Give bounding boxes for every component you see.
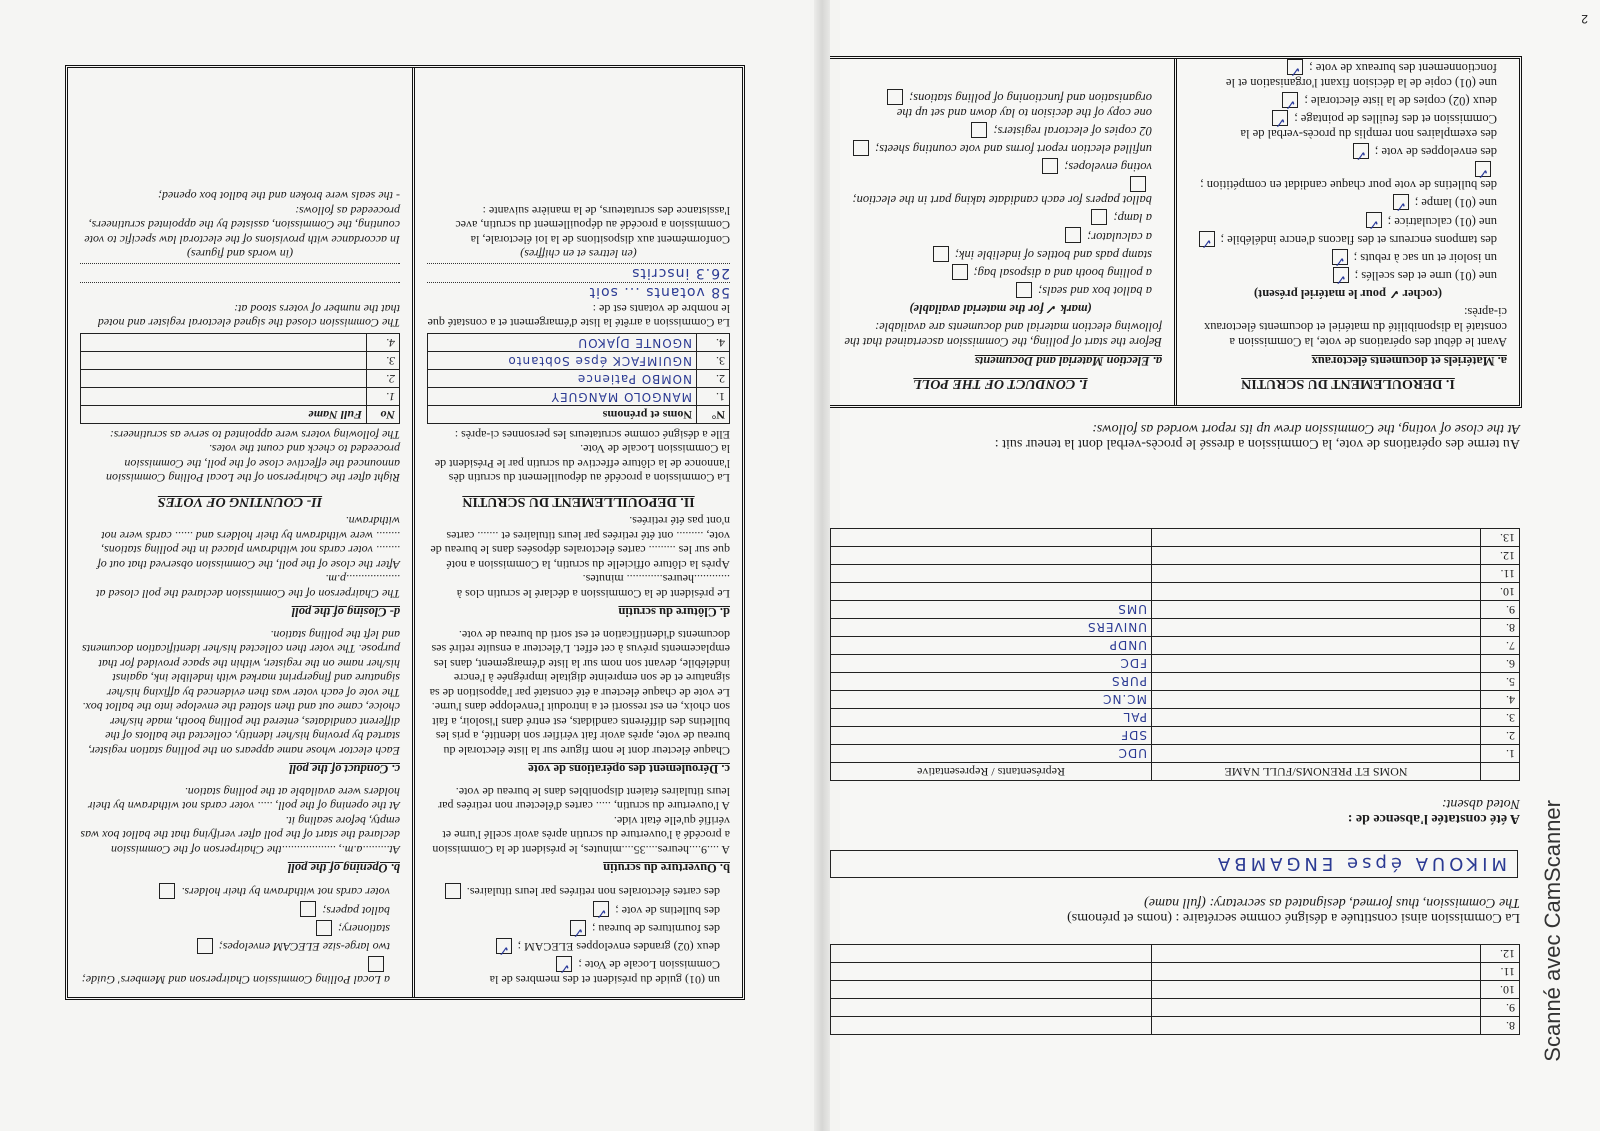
item-label: a lamp;: [1113, 211, 1152, 226]
checkbox-checked[interactable]: [570, 920, 586, 936]
row-representative[interactable]: FDC: [831, 655, 1152, 673]
en-closing-text: The Chairperson of the Commission declared the poll closed at ..................p.m.: [96, 572, 400, 601]
table-row: [831, 547, 1520, 565]
row-no: 6.: [1481, 655, 1520, 673]
row-no: 2.: [697, 370, 730, 388]
section-i-fr-intro: Avant le début des opérations de vote, la Commission a constaté la disponibilité du matériel et documents électoraux ci-après:: [1203, 305, 1507, 349]
item-label: voter cards not withdrawn by their holders.: [181, 885, 390, 900]
item-label: une (01) calculatrice ;: [1387, 214, 1497, 229]
header-no: N°: [697, 406, 730, 424]
table-row: [831, 637, 1520, 655]
table-row: [831, 673, 1520, 691]
checkbox[interactable]: [933, 246, 949, 262]
page-right: [840, 0, 1600, 1131]
row-no: 8.: [1481, 619, 1520, 637]
fr-voters-hint: (en lettres et en chiffres): [520, 247, 637, 262]
row-no: 1.: [697, 388, 730, 406]
item-label: two large-size ELECAM envelopes;: [218, 940, 390, 955]
fr-item: [427, 938, 720, 954]
item-label: a calculator;: [1087, 229, 1152, 244]
fr-item: [427, 956, 720, 987]
fr-material-item: [1189, 194, 1497, 210]
fr-opening-title: b. Ouverture du scrutin: [603, 861, 730, 876]
fr-final-text: Conformément aux dispositions de la loi électorale, la Commission a procédé au dépouillement du scrutin, avec l'assistance des scrutateurs, de la manière suivante :: [455, 203, 730, 247]
item-label: des tampons encreurs et des flacons d'encre indélébile ;: [1220, 232, 1497, 247]
section-i-fr: [1174, 59, 1519, 405]
item-label: stamp pads and bottles of indelible ink;: [954, 247, 1152, 262]
item-label: ballot papers for each candidate taking part in the election;: [852, 193, 1152, 208]
row-no: 5.: [1481, 673, 1520, 691]
row-representative[interactable]: UNDP: [831, 637, 1152, 655]
fr-voters-line2[interactable]: 26.3 inscrits: [427, 263, 730, 280]
table-row: [831, 745, 1520, 763]
row-name[interactable]: [1152, 619, 1481, 637]
row-name[interactable]: [81, 388, 367, 406]
en-material-item: [839, 140, 1152, 156]
section-ii-box: [65, 65, 745, 1000]
row-rep[interactable]: [831, 999, 1152, 1017]
row-representative[interactable]: PURS: [831, 673, 1152, 691]
checkbox[interactable]: [159, 883, 175, 899]
row-name[interactable]: [1152, 745, 1481, 763]
fr-material-item: [1189, 231, 1497, 247]
checkbox-checked[interactable]: [1332, 249, 1348, 265]
item-label: a ballot box and seals;: [1038, 284, 1152, 298]
row-representative[interactable]: UNIVERS: [831, 619, 1152, 637]
fr-scrutineers-table: [427, 333, 730, 424]
row-no: 4.: [367, 334, 400, 352]
checkbox-checked[interactable]: [593, 902, 609, 918]
item-label: ballot papers;: [322, 903, 390, 918]
item-label: a polling booth and a disposal bag;: [973, 265, 1152, 280]
row-name[interactable]: [1152, 727, 1481, 745]
section-i-en-title: I. CONDUCT OF THE POLL: [913, 376, 1088, 391]
item-label: une (01) lampe ;: [1414, 196, 1497, 211]
row-no: 13.: [1481, 529, 1520, 547]
fr-opening-text2: A l'ouverture du scrutin, ..... cartes d'électeur non retirées par leurs titulaires étaient disponibles dans le bureau de vote.: [438, 784, 730, 814]
french-column: [412, 68, 742, 997]
checkbox-checked[interactable]: [1393, 194, 1409, 210]
en-material-item: [839, 209, 1152, 225]
table-row: [81, 334, 400, 352]
row-no: 3.: [367, 352, 400, 370]
secretary-label-en: The Commission, thus formed, designated as secretary: (full name): [1144, 895, 1520, 910]
table-row: [428, 388, 730, 406]
row-name[interactable]: [1152, 981, 1481, 999]
table-row: [831, 1017, 1520, 1035]
item-label: one copy of the decision to lay down and set up the organisation and functioning of polling stations;: [896, 90, 1152, 120]
item-label: unfilled election report forms and vote counting sheets;: [875, 142, 1152, 157]
checkbox[interactable]: [952, 264, 968, 280]
checkbox[interactable]: [971, 122, 987, 138]
en-voters-text: The Commission closed the signed electoral register and noted that the number of voters stood at:: [97, 301, 400, 331]
fr-closing-text2: Après la clôture officielle du scrutin, la Commission a noté que sur les ......... cartes électorales déposées dans le bureau de vote, ......... ont été retirées par leurs titulaires et ....... cartes n'ont pas été retirées.: [430, 514, 730, 572]
row-name[interactable]: [1152, 547, 1481, 565]
camscanner-watermark: Scanné avec CamScanner: [1540, 800, 1565, 1062]
en-material-item: [839, 158, 1152, 174]
representatives-table: [830, 528, 1520, 781]
row-no: 1.: [1481, 745, 1520, 763]
en-final-text: In accordance with provisions of the electoral law specific to vote counting, the Commission, assisted by the appointed scrutineers, proceeded as follows:: [84, 203, 400, 247]
en-scrutineers-table: [80, 333, 400, 424]
section-i-en-instruction: (mark ✓ for the material available): [909, 302, 1092, 316]
row-no: 7.: [1481, 637, 1520, 655]
en-opening-text2: At the opening of the poll, ..... voter cards not withdrawn by their holders were available at the polling station.: [87, 784, 400, 814]
item-label: des cartes électorales non retirées par leurs titulaires.: [466, 885, 720, 900]
secretary-field[interactable]: [830, 850, 1518, 878]
en-counting-text2: The following voters were appointed to serve as scrutineers:: [109, 427, 400, 442]
fr-counting-text2: Elle a désigné comme scrutateurs les personnes ci-après :: [454, 427, 730, 442]
row-rep[interactable]: [831, 981, 1152, 999]
row-name[interactable]: NGONTE DJAKOU: [428, 334, 697, 352]
row-no: 9.: [1481, 999, 1520, 1017]
item-label: voting envelopes;: [1064, 160, 1152, 175]
en-counting-title: II- COUNTING OF VOTES: [157, 493, 323, 509]
table-row: [428, 370, 730, 388]
table-row: [831, 619, 1520, 637]
table-row: [831, 601, 1520, 619]
row-no: 11.: [1481, 565, 1520, 583]
table-row: [831, 655, 1520, 673]
item-label: des fournitures de bureau ;: [592, 922, 720, 936]
en-material-item: [839, 176, 1152, 207]
en-item: [80, 902, 390, 918]
checkbox-checked[interactable]: [1333, 267, 1349, 283]
row-name[interactable]: [1152, 529, 1481, 547]
row-name[interactable]: [1152, 565, 1481, 583]
section-i-box: [824, 56, 1522, 408]
row-representative[interactable]: [831, 565, 1152, 583]
table-row: [831, 709, 1520, 727]
members-grid: [830, 944, 1520, 1035]
en-material-item: [839, 264, 1152, 280]
checkbox-checked[interactable]: [1366, 213, 1382, 229]
en-opening-text: At.........a.m., ..................the Chairperson of the Commission declared the start of the poll after verifying that the ballot box was empty, before sealing it.: [80, 813, 400, 857]
row-name[interactable]: [81, 334, 367, 352]
checkbox[interactable]: [445, 883, 461, 899]
checkbox[interactable]: [197, 938, 213, 954]
fr-material-item: [1189, 161, 1497, 192]
item-label: des enveloppes de vote ;: [1374, 145, 1497, 160]
en-voters-line2[interactable]: [80, 263, 400, 280]
fr-closing-text: Le président de la Commission a déclaré le scrutin clos à ............heures............ minutes.: [456, 572, 730, 601]
section-i-en: [827, 59, 1174, 405]
en-item: [80, 920, 390, 936]
checkbox[interactable]: [1091, 209, 1107, 225]
row-no: 11.: [1481, 963, 1520, 981]
row-name[interactable]: [1152, 1017, 1481, 1035]
en-material-item: [839, 122, 1152, 138]
table-header: [831, 763, 1520, 781]
row-rep[interactable]: [831, 1017, 1152, 1035]
fr-counting-title: II. DEPOUILLEMENT DU SCRUTIN: [462, 493, 695, 509]
members-table: [830, 944, 1520, 1035]
en-material-item: [839, 246, 1152, 262]
table-header: [428, 406, 730, 424]
fr-conduct-text: Chaque électeur dont le nom figure sur la liste électorale du bureau de vote, après avoir fait vérifier son identité, a pris les bulletins des différents candidats, est entré dans l'isoloir, a fait son choix, en est ressorti et a introduit l'enveloppe dans l'urne.: [431, 700, 730, 758]
absence-fr: A été constatée l'absence de :: [1347, 811, 1520, 826]
item-label: deux (02) copies de la liste électorale ;: [1304, 94, 1497, 108]
fr-counting-text: La Commission a procédé au dépouillement du scrutin dès l'annonce de la clôture effective du scrutin par le Président de la Commission Locale de Vote.: [434, 442, 730, 486]
checkbox-checked[interactable]: [496, 938, 512, 954]
fr-material-item: [1189, 59, 1497, 90]
report-intro: [830, 421, 1520, 451]
row-representative[interactable]: [831, 547, 1152, 565]
table-row: [831, 945, 1520, 963]
item-label: a Local Polling Commission Chairperson and Members' Guide;: [81, 973, 390, 987]
row-name[interactable]: NOMBO Patience: [428, 370, 697, 388]
row-representative[interactable]: SDF: [831, 727, 1152, 745]
header-name: Noms et prénoms: [428, 406, 697, 424]
checkbox[interactable]: [316, 920, 332, 936]
fr-material-item: [1189, 143, 1497, 159]
item-label: deux (02) grandes enveloppes ELECAM ;: [517, 940, 720, 955]
row-no: 10.: [1481, 583, 1520, 601]
checkbox[interactable]: [300, 902, 316, 918]
row-name[interactable]: [81, 370, 367, 388]
fr-closing-title: d. Clôture du scrutin: [618, 605, 730, 620]
fr-material-item: [1189, 267, 1497, 283]
en-material-item: [839, 228, 1152, 244]
page-number: 2: [1581, 12, 1588, 26]
checkbox[interactable]: [1042, 158, 1058, 174]
row-no: 8.: [1481, 1017, 1520, 1035]
row-representative[interactable]: PAL: [831, 709, 1152, 727]
row-name[interactable]: [1152, 691, 1481, 709]
row-name[interactable]: [1152, 583, 1481, 601]
row-no: 9.: [1481, 601, 1520, 619]
item-label: une (01) copie de la décision fixant l'organisation et le fonctionnement des bureaux de vote ;: [1225, 60, 1497, 90]
fr-item: [427, 883, 720, 899]
row-no: 12.: [1481, 945, 1520, 963]
item-label: stationery;: [338, 922, 390, 936]
secretary-name: MIKOUA épse ENGAMBA: [1213, 853, 1507, 874]
row-no: 3.: [697, 352, 730, 370]
table-row: [81, 370, 400, 388]
absence-en: Noted absent:: [1441, 796, 1520, 811]
table-row: [831, 999, 1520, 1017]
checkbox-checked[interactable]: [1287, 59, 1303, 75]
absence-block: [830, 796, 1520, 826]
row-no: 4.: [1481, 691, 1520, 709]
secretary-label: [830, 895, 1520, 925]
checkbox[interactable]: [887, 89, 903, 105]
checkbox[interactable]: [1065, 228, 1081, 244]
checkbox-checked[interactable]: [1282, 92, 1298, 108]
en-voters-line1[interactable]: [80, 282, 400, 299]
item-label: un (01) guide du président et des membres de la Commission Locale de Vote ;: [489, 958, 720, 987]
row-name[interactable]: [1152, 963, 1481, 981]
en-voters-hint: (in words and figures): [186, 247, 294, 262]
table-row: [831, 981, 1520, 999]
fr-conduct-title: c. Déroulement des opérations de vote: [528, 762, 730, 777]
row-name[interactable]: [1152, 999, 1481, 1017]
en-item: [80, 883, 390, 899]
checkbox[interactable]: [1016, 282, 1032, 298]
row-name[interactable]: [1152, 709, 1481, 727]
header-no: No: [367, 406, 400, 424]
representatives-grid: [830, 528, 1520, 781]
table-row: [831, 727, 1520, 745]
section-i-en-sub-a: a. Election Material and Documents: [974, 354, 1162, 368]
en-final-item: - the seals were broken and the ballot box opened;: [157, 189, 400, 204]
item-label: un isoloir et un sac à rebuts ;: [1353, 250, 1497, 265]
row-rep[interactable]: [831, 963, 1152, 981]
row-no: 10.: [1481, 981, 1520, 999]
fr-material-item: [1189, 213, 1497, 229]
fr-material-item: [1189, 92, 1497, 108]
table-header: [81, 406, 400, 424]
en-conduct-text: Each elector whose name appears on the polling station register, started by proving his/her identity, collected the ballots of the different candidates, entered the polling booth, made his/her choice, came out and then slotted the envelope into the ballot box.: [82, 700, 400, 758]
fr-conduct-text2: Le vote de chaque électeur a été constaté par l'apposition de sa signature et de son empreinte digitale imprégnée à l'encre indélébile, devant son nom sur la liste d'émargement, dans les emplacements prévus à cet effet. L'électeur a ensuite retiré ses documents d'identification et est sorti du bureau de vote.: [429, 627, 730, 700]
section-i-fr-instruction: (cocher ✓ pour le matériel présent): [1253, 287, 1443, 301]
row-no: 12.: [1481, 547, 1520, 565]
table-row: [81, 388, 400, 406]
fr-voters-text: La Commission a arrêté la liste d'émargement et a constaté que le nombre de votants est de :: [427, 301, 730, 331]
en-closing-title: d- Closing of the poll: [291, 605, 400, 620]
item-label: des bulletins de vote ;: [615, 903, 720, 918]
fr-voters-line1[interactable]: 58 votants ... soit: [427, 282, 730, 299]
checkbox-checked[interactable]: [1475, 161, 1491, 177]
checkbox-checked[interactable]: [556, 956, 572, 972]
fr-material-item: [1189, 249, 1497, 265]
table-row: [428, 334, 730, 352]
item-label: 02 copies of electoral registers;: [993, 124, 1152, 138]
en-closing-text2: After the close of the poll, the Commission observed that out of ........ voter cards not withdrawn placed in the polling stations, ........ were withdrawn by their holders and ...... cards were not withdrawn.: [97, 514, 400, 572]
fr-material-list: [1189, 59, 1507, 283]
fr-opening-text: A ....9....heures....35....minutes, le président de la Commission a procédé à l'ouverture du scrutin après avoir scellé l'urne et vérifié qu'elle était vide.: [432, 813, 730, 857]
checkbox-checked[interactable]: [1199, 231, 1215, 247]
row-no: 4.: [697, 334, 730, 352]
en-material-item: [839, 89, 1152, 120]
secretary-label-fr: La Commission ainsi constituée a désigné comme secrétaire : (noms et prénoms): [1067, 910, 1520, 925]
table-row: [831, 963, 1520, 981]
en-item: [80, 938, 390, 954]
row-no: 1.: [367, 388, 400, 406]
row-name[interactable]: [1152, 945, 1481, 963]
header-representative: Représentants / Representative: [831, 763, 1152, 781]
table-row: [831, 565, 1520, 583]
row-representative[interactable]: [831, 529, 1152, 547]
item-label: des bulletins de vote pour chaque candidat en compétition ;: [1200, 178, 1497, 193]
row-name[interactable]: [1152, 601, 1481, 619]
table-row: [81, 352, 400, 370]
row-name[interactable]: [1152, 637, 1481, 655]
item-label: des exemplaires non remplis du procès-verbal de la Commission et des feuilles de pointage ;: [1240, 112, 1497, 142]
row-no: 3.: [1481, 709, 1520, 727]
row-representative[interactable]: UDC: [831, 745, 1152, 763]
fr-item: [427, 920, 720, 936]
en-counting-text: Right after the Chairperson of the Local Polling Commission announced the effective close of the poll, the Commission proceeded to check and count the votes.: [106, 442, 400, 486]
en-item: [80, 956, 390, 987]
row-name[interactable]: [1152, 673, 1481, 691]
section-i-en-intro: Before the start of polling, the Commission ascertained that the following election material and documents are available:: [844, 320, 1162, 349]
header-full-name: NOMS ET PRENOMS/FULL NAME: [1152, 763, 1481, 781]
row-name[interactable]: NGUIMFACK épse Sobtanto: [428, 352, 697, 370]
report-intro-en: At the close of voting, the Commission drew up its report worded as follows:: [1092, 421, 1520, 436]
fr-material-item: [1189, 110, 1497, 141]
row-representative[interactable]: MC.NC: [831, 691, 1152, 709]
row-representative[interactable]: UMS: [831, 601, 1152, 619]
checkbox[interactable]: [368, 956, 384, 972]
fr-item: [427, 902, 720, 918]
english-column: [68, 68, 412, 997]
en-conduct-title: c. Conduct of the poll: [289, 762, 400, 777]
item-label: une (01) urne et des scellés ;: [1354, 269, 1497, 283]
header-name: Full Name: [81, 406, 367, 424]
row-representative[interactable]: [831, 583, 1152, 601]
row-no: 2.: [1481, 727, 1520, 745]
table-row: [831, 583, 1520, 601]
row-rep[interactable]: [831, 945, 1152, 963]
table-row: [428, 352, 730, 370]
row-no: 2.: [367, 370, 400, 388]
report-intro-fr: Au terme des opérations de vote, la Commission a dressé le procès-verbal dont la teneur suit :: [994, 436, 1520, 451]
row-name[interactable]: MANGOLO MANGUEY: [428, 388, 697, 406]
en-material-item: [839, 282, 1152, 298]
row-name[interactable]: [1152, 655, 1481, 673]
en-material-list: [839, 89, 1162, 298]
section-i-fr-sub-a: a. Matériels et documents électoraux: [1311, 354, 1507, 368]
table-row: [831, 529, 1520, 547]
checkbox-checked[interactable]: [1353, 143, 1369, 159]
header-no: [1481, 763, 1520, 781]
en-opening-title: b. Opening of the poll: [287, 861, 400, 876]
table-row: [831, 691, 1520, 709]
checkbox-checked[interactable]: [1272, 110, 1288, 126]
checkbox[interactable]: [1130, 176, 1146, 192]
section-i-fr-title: I. DEROULEMENT DU SCRUTIN: [1241, 376, 1455, 391]
row-name[interactable]: [81, 352, 367, 370]
page-fold: [814, 0, 830, 1131]
en-conduct-text2: The vote of each voter was then evidenced by affixing his/her signature and fingerprint marked with indelible ink, against his/her name on the register, within the space provided for that purpose. The voter then collected his/her identification documents and left the polling station.: [82, 627, 400, 700]
checkbox[interactable]: [853, 140, 869, 156]
